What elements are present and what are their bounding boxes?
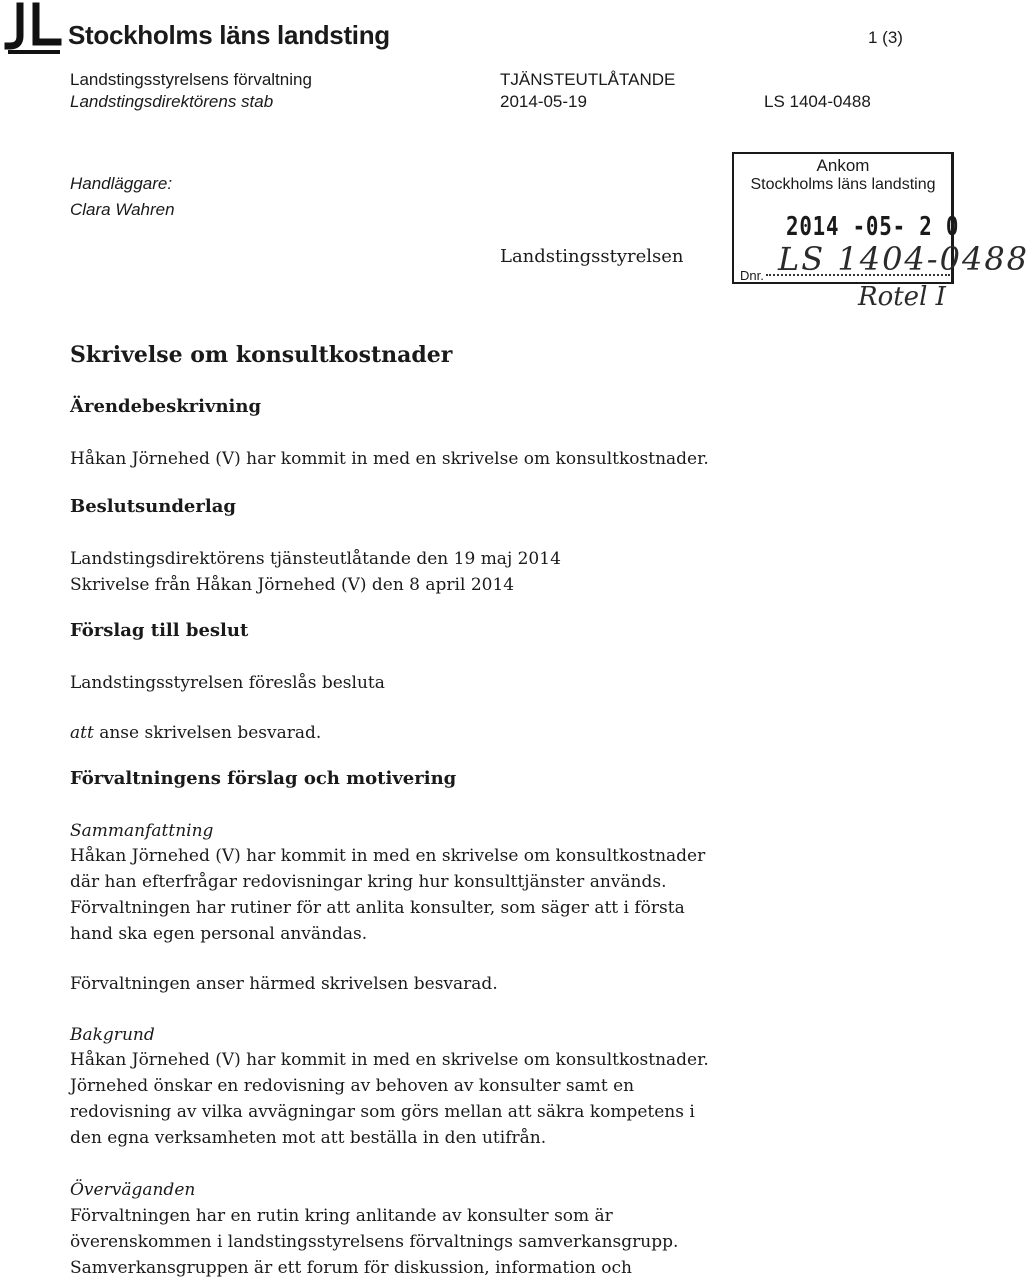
- att-word: att: [70, 723, 94, 743]
- stamp-dnr-label: Dnr.: [740, 268, 764, 283]
- body-line: Förvaltningen har en rutin kring anlitande av konsulter som är: [70, 1206, 613, 1226]
- document-type: TJÄNSTEUTLÅTANDE: [500, 70, 676, 89]
- body-line: Förvaltningen har rutiner för att anlita konsulter, som säger att i första: [70, 898, 685, 918]
- received-stamp: [732, 152, 1029, 284]
- body-line: Samverkansgruppen är ett forum för diskussion, information och: [70, 1258, 632, 1278]
- section-heading: Beslutsunderlag: [70, 496, 236, 517]
- decision-proposal: [70, 720, 321, 746]
- subheading: Bakgrund: [70, 1025, 155, 1045]
- department-name: Landstingsstyrelsens förvaltning: [70, 70, 312, 89]
- body-line: Förvaltningen anser härmed skrivelsen besvarad.: [70, 974, 498, 994]
- stamp-handwritten-dnr: LS 1404-0488: [778, 240, 1029, 278]
- body-line: Håkan Jörnehed (V) har kommit in med en skrivelse om konsultkostnader.: [70, 449, 709, 469]
- handwritten-note: Rotel I: [858, 282, 946, 312]
- document-date: 2014-05-19: [500, 92, 587, 111]
- subheading: Sammanfattning: [70, 821, 214, 841]
- att-text: anse skrivelsen besvarad.: [93, 723, 322, 743]
- section-heading: Förslag till beslut: [70, 620, 249, 641]
- recipient: Landstingsstyrelsen: [500, 246, 684, 267]
- body-line: redovisning av vilka avvägningar som görs mellan att säkra kompetens i: [70, 1102, 695, 1122]
- body-line: Landstingsstyrelsen föreslås besluta: [70, 673, 385, 693]
- body-line: där han efterfrågar redovisningar kring hur konsulttjänster används.: [70, 872, 667, 892]
- handler-label: Handläggare:: [70, 174, 173, 193]
- document-title: Skrivelse om konsultkostnader: [70, 342, 453, 368]
- body-line: Håkan Jörnehed (V) har kommit in med en skrivelse om konsultkostnader.: [70, 1050, 709, 1070]
- handler-name: Clara Wahren: [70, 200, 175, 219]
- body-line: Jörnehed önskar en redovisning av behoven av konsulter samt en: [70, 1076, 635, 1096]
- body-line: Håkan Jörnehed (V) har kommit in med en skrivelse om konsultkostnader: [70, 846, 706, 866]
- subheading: Överväganden: [70, 1180, 196, 1200]
- organization-name: Stockholms läns landsting: [68, 20, 390, 50]
- body-line: hand ska egen personal användas.: [70, 924, 368, 944]
- sll-logo: [6, 4, 62, 56]
- reference-number: LS 1404-0488: [764, 92, 871, 111]
- body-line: den egna verksamheten mot att beställa in den utifrån.: [70, 1128, 547, 1148]
- section-heading: Förvaltningens förslag och motivering: [70, 768, 457, 789]
- section-heading: Ärendebeskrivning: [70, 396, 262, 417]
- body-line: överenskommen i landstingsstyrelsens förvaltnings samverkansgrupp.: [70, 1232, 679, 1252]
- body-line: Skrivelse från Håkan Jörnehed (V) den 8 april 2014: [70, 575, 515, 595]
- stamp-title: Ankom: [816, 156, 870, 175]
- page-number: 1 (3): [868, 28, 903, 47]
- unit-name: Landstingsdirektörens stab: [70, 92, 274, 111]
- body-line: Landstingsdirektörens tjänsteutlåtande den 19 maj 2014: [70, 549, 561, 569]
- stamp-organization: Stockholms läns landsting: [750, 176, 936, 193]
- stamp-date: 2014 -05- 2 0: [786, 212, 960, 242]
